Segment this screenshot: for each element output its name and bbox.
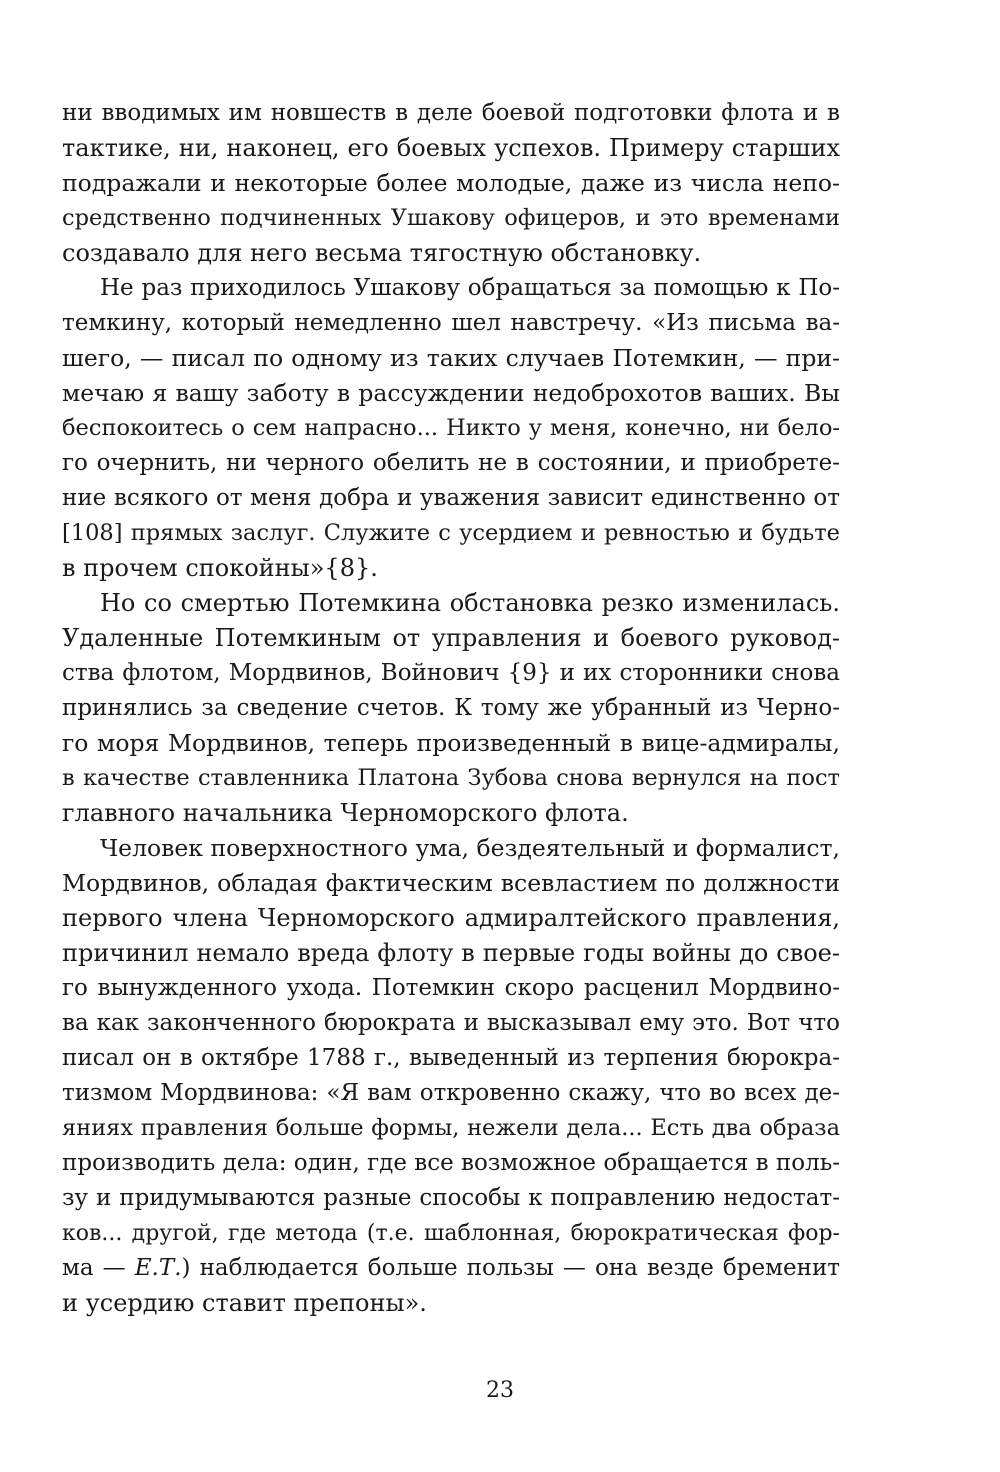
line-segment: ) наблюдается больше пользы — она везде бременит: [181, 1255, 840, 1281]
text-line: Мордвинов, обладая фактическим всевластием по должности: [62, 869, 840, 897]
paragraph: [62, 586, 840, 831]
text-line: причинил немало вреда флоту в первые годы войны до свое-: [62, 939, 840, 967]
text-line: Не раз приходилось Ушакову обращаться за помощью к По-: [100, 275, 840, 301]
text-line: го моря Мордвинов, теперь произведенный в вице-адмиралы,: [62, 729, 840, 757]
text-line: ков... другой, где метода (т.е. шаблонная, бюрократическая фор-: [62, 1221, 840, 1246]
paragraph: [62, 96, 840, 271]
text-line: мечаю я вашу заботу в рассуждении недоброхотов ваших. Вы: [62, 379, 840, 407]
text-line: тизмом Мордвинова: «Я вам откровенно скажу, что во всех де-: [62, 1080, 840, 1106]
text-line: зу и придумываются разные способы к поправлению недостат-: [62, 1185, 840, 1211]
paragraph: [62, 831, 840, 1321]
text-line: писал он в октябре 1788 г., выведенный из терпения бюрокра-: [62, 1045, 840, 1071]
paragraph: [62, 271, 840, 586]
text-line: Человек поверхностного ума, бездеятельный и формалист,: [100, 834, 840, 862]
text-line: го очернить, ни черного обелить не в состоянии, и приобрете-: [62, 450, 840, 476]
text-line: Удаленные Потемкиным от управления и боевого руковод-: [62, 624, 840, 652]
text-line: [108] прямых заслуг. Служите с усердием и ревностью и будьте: [62, 520, 840, 546]
author-initials: Е.Т.: [134, 1255, 182, 1281]
text-line: шего, — писал по одному из таких случаев Потемкин, — при-: [62, 344, 840, 372]
book-page: [62, 96, 840, 1321]
page-number: 23: [486, 1378, 514, 1403]
text-line: первого члена Черноморского адмиралтейского правления,: [62, 904, 840, 932]
text-line: средственно подчиненных Ушакову офицеров, и это временами: [62, 205, 840, 231]
text-line: яниях правления больше формы, нежели дела... Есть два образа: [62, 1115, 840, 1141]
text-line: создавало для него весьма тягостную обстановку.: [62, 239, 702, 267]
text-line: темкину, который немедленно шел навстречу. «Из письма ва-: [62, 310, 840, 336]
text-line: ние всякого от меня добра и уважения зависит единственно от: [62, 485, 840, 511]
text-line: [62, 1251, 840, 1286]
text-line: подражали и некоторые более молодые, даже из числа непо-: [62, 169, 840, 197]
text-line: го вынужденного ухода. Потемкин скоро расценил Мордвино-: [62, 975, 840, 1001]
text-line: в прочем спокойны»{8}.: [62, 554, 378, 582]
text-line: Но со смертью Потемкина обстановка резко изменилась.: [100, 589, 840, 617]
line-segment: ма —: [62, 1255, 135, 1281]
text-line: производить дела: один, где все возможное обращается в поль-: [62, 1150, 840, 1176]
body-text: [62, 96, 840, 1321]
text-line: ни вводимых им новшеств в деле боевой подготовки флота и в: [62, 100, 840, 126]
text-line: ства флотом, Мордвинов, Войнович {9} и их сторонники снова: [62, 660, 840, 686]
text-line: тактике, ни, наконец, его боевых успехов. Примеру старших: [62, 134, 840, 162]
text-line: в качестве ставленника Платона Зубова снова вернулся на пост: [62, 765, 840, 791]
text-line: беспокоитесь о сем напрасно... Никто у меня, конечно, ни бело-: [62, 415, 840, 441]
text-line: главного начальника Черноморского флота.: [62, 799, 629, 827]
text-line: принялись за сведение счетов. К тому же убранный из Черно-: [62, 695, 840, 721]
text-line: ва как законченного бюрократа и высказывал ему это. Вот что: [62, 1010, 840, 1036]
text-line: и усердию ставит препоны».: [62, 1289, 427, 1317]
